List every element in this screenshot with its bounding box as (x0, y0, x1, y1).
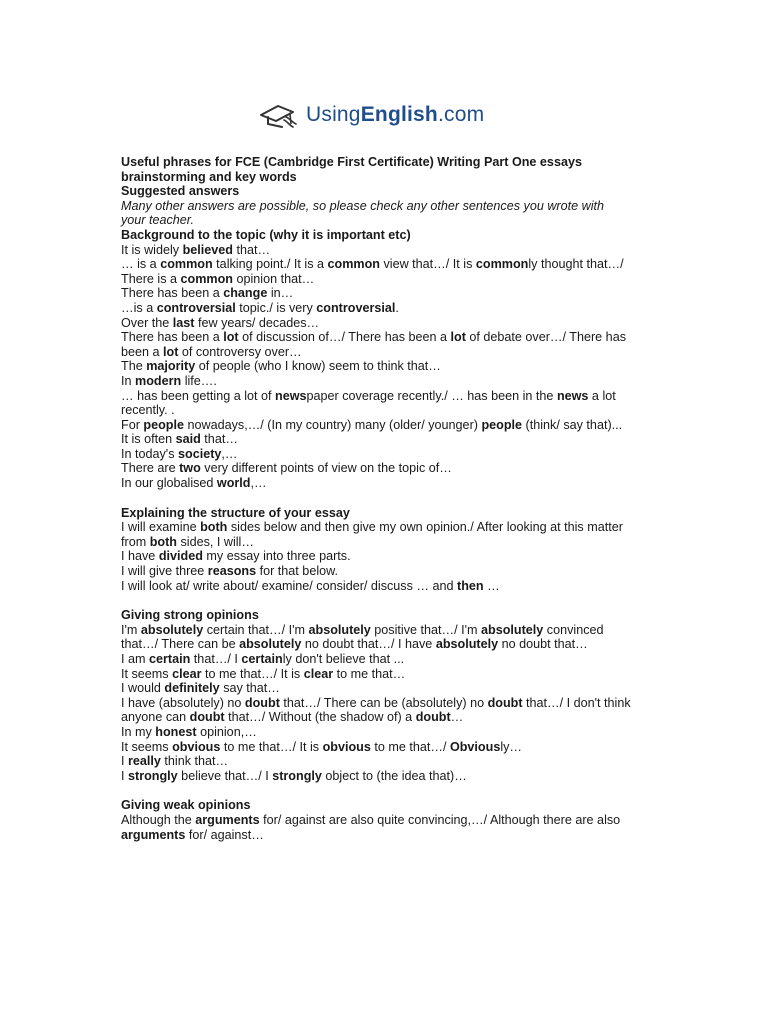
phrase-line: I would definitely say that… (121, 681, 280, 696)
graduation-cap-hand-icon (258, 100, 300, 130)
phrase-line: The majority of people (who I know) seem to think that… (121, 359, 441, 374)
suggested-answers-label: Suggested answers (121, 184, 240, 199)
phrase-line: It is widely believed that… (121, 242, 271, 257)
phrase-line: I will give three reasons for that below. (121, 564, 339, 579)
site-logo[interactable] (258, 100, 484, 130)
phrase-line: … has been getting a lot of newspaper coverage recently./ … has been in the news a lot recently. . (121, 388, 616, 418)
phrase-line: Over the last few years/ decades… (121, 315, 320, 330)
phrase-line: Although the arguments for/ against are also quite convincing,…/ Although there are also arguments for/ against… (121, 812, 621, 842)
phrase-line: There are two very different points of view on the topic of… (121, 461, 452, 476)
phrase-line: In today's society,… (121, 446, 238, 461)
phrase-line: In my honest opinion,… (121, 724, 257, 739)
phrase-line: For people nowadays,…/ (In my country) many (older/ younger) people (think/ say that)... (121, 417, 623, 432)
phrase-line: I strongly believe that…/ I strongly object to (the idea that)… (121, 768, 467, 783)
phrase-line: I am certain that…/ I certainly don't believe that ... (121, 652, 405, 666)
phrase-line: I have divided my essay into three parts. (121, 549, 351, 564)
sections-container (121, 228, 631, 842)
logo-wordmark: UsingEnglish.com (306, 103, 485, 126)
section-spacer (121, 491, 631, 506)
section-spacer (121, 783, 631, 798)
phrase-line: I will examine both sides below and then give my own opinion./ After looking at this matter from both sides, I will… (121, 520, 623, 549)
phrase-line: In modern life…. (121, 373, 217, 388)
document-body (121, 155, 631, 842)
phrase-line: There has been a lot of discussion of…/ There has been a lot of debate over…/ There has been a lot of controversy over… (121, 330, 626, 359)
phrase-line: … is a common talking point./ It is a common view that…/ It is commonly thought that…/ There is a common opinion that… (121, 257, 624, 286)
teacher-note: Many other answers are possible, so please check any other sentences you wrote with your teacher. (121, 198, 605, 228)
section-heading: Explaining the structure of your essay (121, 505, 350, 520)
document-title: Useful phrases for FCE (Cambridge First Certificate) Writing Part One essays brainstorming and key words (121, 155, 582, 184)
section-heading: Giving weak opinions (121, 798, 251, 813)
phrase-line: I'm absolutely certain that…/ I'm absolutely positive that…/ I'm absolutely convinced that…/ There can be absolutely no doubt that…/ I have absolutely no doubt that… (121, 622, 604, 652)
phrase-line: There has been a change in… (121, 286, 294, 301)
phrase-line: I have (absolutely) no doubt that…/ There can be (absolutely) no doubt that…/ I don't think anyone can doubt that…/ Without (the shadow of) a doubt… (121, 695, 631, 725)
phrase-line: It seems obvious to me that…/ It is obvious to me that…/ Obviously… (121, 739, 523, 754)
phrase-line: In our globalised world,… (121, 476, 267, 491)
section-heading: Background to the topic (why it is important etc) (121, 227, 411, 242)
section-heading: Giving strong opinions (121, 608, 259, 623)
phrase-line: It is often said that… (121, 432, 238, 447)
phrase-line: I will look at/ write about/ examine/ consider/ discuss … and then … (121, 578, 500, 593)
phrase-line: …is a controversial topic./ is very controversial. (121, 300, 399, 315)
section-spacer (121, 593, 631, 608)
phrase-line: I really think that… (121, 754, 229, 769)
phrase-line: It seems clear to me that…/ It is clear to me that… (121, 666, 406, 681)
